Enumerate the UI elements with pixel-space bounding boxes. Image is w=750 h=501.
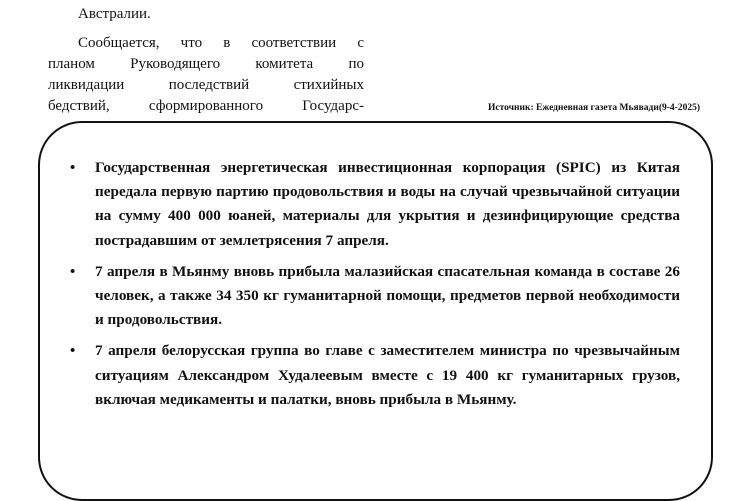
source-caption: Источник: Ежедневная газета Мьявади(9-4-2025) <box>488 103 700 113</box>
bullet-list <box>68 156 680 419</box>
bullet-item <box>68 156 680 253</box>
bullet-dot-icon: • <box>70 343 76 360</box>
article-fragment-line: Австралии. <box>78 6 151 22</box>
bullet-dot-icon: • <box>70 160 76 176</box>
paragraph-line: планом Руководящего комитета по <box>48 56 364 72</box>
bullet-text: 7 апреля белорусская группа во главе с заместителем министра по чрезвычайным ситуациям Александром Худалеевым вместе с 19 400 кг гуманитарных грузов, включая медикаменты и палатки, вновь прибыла в Мьянму. <box>95 342 680 408</box>
bullet-text: Государственная энергетическая инвестиционная корпорация (SPIC) из Китая передала первую партию продовольствия и воды на случай чрезвычайной ситуации на сумму 400 000 юаней, материалы для укрытия и дезинфицирующие средства пострадавшим от землетрясения 7 апреля. <box>95 159 680 249</box>
bullet-item <box>68 260 680 333</box>
paragraph-line: ликвидации последствий стихийных <box>48 77 364 93</box>
bullet-item <box>68 339 680 412</box>
bullet-dot-icon: • <box>70 263 76 280</box>
article-paragraph <box>48 33 364 117</box>
paragraph-line: Сообщается, что в соответствии с <box>78 35 364 51</box>
bullet-text: 7 апреля в Мьянму вновь прибыла малазийская спасательная команда в составе 26 человек, а также 34 350 кг гуманитарной помощи, предметов первой необходимости и продовольствия. <box>95 262 680 329</box>
paragraph-line: бедствий, сформированного Государс- <box>48 98 364 114</box>
